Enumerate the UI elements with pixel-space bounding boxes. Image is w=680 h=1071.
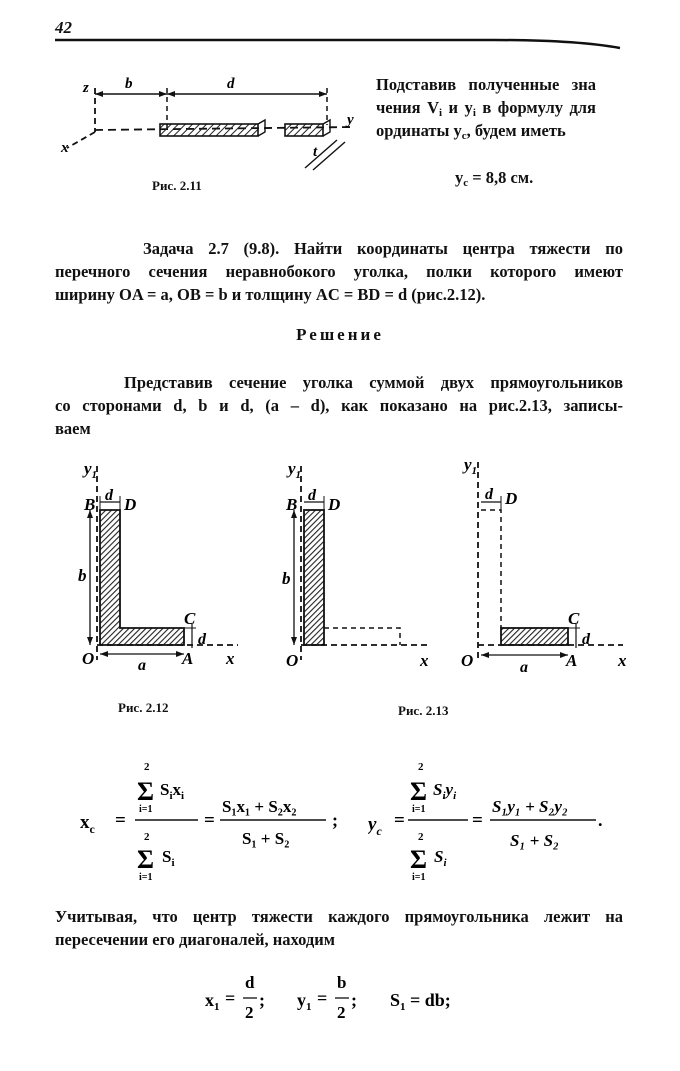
fig13-caption: Рис. 2.13 (398, 703, 449, 718)
yc-end: . (598, 810, 603, 830)
figure-2-13-left (282, 458, 442, 678)
fig12-d-top-label: d (105, 487, 113, 504)
fig13l-O-label: O (286, 651, 299, 670)
fig12-B-label: B (84, 495, 96, 514)
svg-text:=: = (317, 988, 328, 1008)
xc-end: ; (332, 810, 338, 830)
solution-line-2: со сторонами d, b и d, (a – d), как показано на рис.2.13, записы- (55, 396, 623, 415)
solution-heading: Решение (296, 325, 384, 344)
svg-text:=: = (472, 810, 483, 831)
fig12-b-label: b (78, 566, 87, 585)
solution-line-1: Представив сечение уголка суммой двух прямоугольников (124, 373, 623, 392)
xc-sum-bot: i=1 (139, 804, 153, 815)
fig12-a-label: a (138, 657, 146, 674)
final-y1-num: b (337, 973, 347, 992)
formula-xc (80, 760, 350, 885)
xc-rhs-num: S₁x₁ + S₂x₂ (222, 797, 297, 816)
intro-line-1: Подставив полученные зна (376, 75, 596, 94)
formula-yc (368, 760, 618, 885)
final-sep-2: ; (351, 990, 357, 1010)
fig13r-x-label: x (618, 651, 627, 670)
svg-text:i=1: i=1 (412, 872, 426, 883)
final-x1-den: 2 (245, 1003, 254, 1022)
fig13l-D-label: D (328, 495, 341, 514)
fig12-D-label: D (124, 495, 137, 514)
svg-text:Σ: Σ (410, 845, 427, 874)
fig13l-d-label: d (308, 487, 316, 504)
yc-lhs: $y_c$ (368, 814, 382, 838)
fig11-caption: Рис. 2.11 (152, 178, 202, 193)
final-y1: $y_1$ (297, 990, 312, 1013)
task-line-2: перечного сечения неравнобокого уголка, полки которого имеют (55, 262, 623, 281)
xc-num: $S_ix_i$ (160, 780, 185, 802)
fig13r-D-label: D (505, 489, 518, 508)
header-rule (55, 36, 625, 50)
fig13l-x-label: x (420, 651, 429, 670)
figure-2-12 (78, 458, 253, 678)
conclusion-line-1: Учитывая, что центр тяжести каждого прямоугольника лежит на (55, 907, 623, 926)
fig11-t-label: t (313, 144, 318, 160)
fig12-O-label: O (82, 649, 95, 668)
svg-text:i=1: i=1 (139, 872, 153, 883)
yc-sum-top: 2 (418, 761, 424, 773)
fig12-d-right-label: d (198, 631, 206, 648)
fig13r-O-label: O (461, 651, 474, 670)
svg-text:2: 2 (144, 831, 150, 843)
fig12-y-label: $y_1$ (84, 459, 98, 481)
fig11-x-label: x (61, 140, 69, 156)
svg-text:=: = (394, 810, 405, 831)
intro-line-3: ординаты $y_c$, будем иметь (376, 121, 566, 142)
fig13l-B-label: B (286, 495, 298, 514)
solution-line-3: ваем (55, 419, 91, 438)
fig11-b-label: b (125, 76, 133, 92)
yc-sum-bot: i=1 (412, 804, 426, 815)
final-x1-num: d (245, 973, 255, 992)
fig13l-y-label: $y_1$ (288, 459, 302, 481)
fig13r-d-label: d (485, 486, 493, 503)
svg-text:2: 2 (418, 831, 424, 843)
fig13l-b-label: b (282, 569, 291, 588)
task-line-1: Задача 2.7 (9.8). Найти координаты центра тяжести по (143, 239, 623, 258)
svg-text:=: = (115, 810, 126, 831)
svg-text:=: = (225, 988, 236, 1008)
final-y1-den: 2 (337, 1003, 346, 1022)
page-number: 42 (55, 18, 72, 37)
fig12-x-label: x (226, 649, 235, 668)
fig12-C-label: C (184, 609, 196, 628)
conclusion-line-2: пересечении его диагоналей, находим (55, 930, 335, 949)
figure-2-11 (55, 70, 370, 180)
xc-sum-top: 2 (144, 761, 150, 773)
task-line-3: ширину OA = a, OB = b и толщину AC = BD = d (рис.2.12). (55, 285, 486, 304)
final-sep-1: ; (259, 990, 265, 1010)
yc-rhs-den: S₁ + S₂ (510, 831, 559, 850)
yc-num: $S_iy_i$ (433, 780, 457, 802)
svg-text:=: = (204, 810, 215, 831)
svg-text:Σ: Σ (137, 845, 154, 874)
fig11-d-label: d (227, 76, 235, 92)
fig13r-A-label: A (566, 651, 578, 670)
fig11-y-label: y (347, 112, 354, 128)
xc-rhs-den: S₁ + S₂ (242, 829, 290, 848)
fig13r-C-label: C (568, 609, 580, 628)
fig12-A-label: A (182, 649, 194, 668)
final-expressions (205, 968, 485, 1028)
figure-2-13-right (458, 452, 638, 678)
fig13r-y-label: $y_1$ (464, 455, 478, 477)
svg-text:Σ: Σ (410, 777, 427, 806)
xc-den: $S_i$ (162, 847, 175, 869)
yc-den: $S_i$ (434, 847, 447, 869)
intro-result: $y_c = 8,8$ см. (455, 168, 534, 189)
final-x1: $x_1$ (205, 990, 220, 1013)
fig13r-a-label: a (520, 659, 528, 676)
intro-line-2: чения $V_i$ и $y_i$ в формулу для (376, 98, 596, 119)
fig12-caption: Рис. 2.12 (118, 700, 169, 715)
fig13r-d-right-label: d (582, 631, 590, 648)
fig11-z-label: z (83, 80, 89, 96)
final-s1: $S_1$ = db; (390, 990, 451, 1013)
xc-lhs: $x_c$ (80, 812, 95, 836)
yc-rhs-num: S₁y₁ + S₂y₂ (492, 797, 568, 816)
svg-text:Σ: Σ (137, 777, 154, 806)
